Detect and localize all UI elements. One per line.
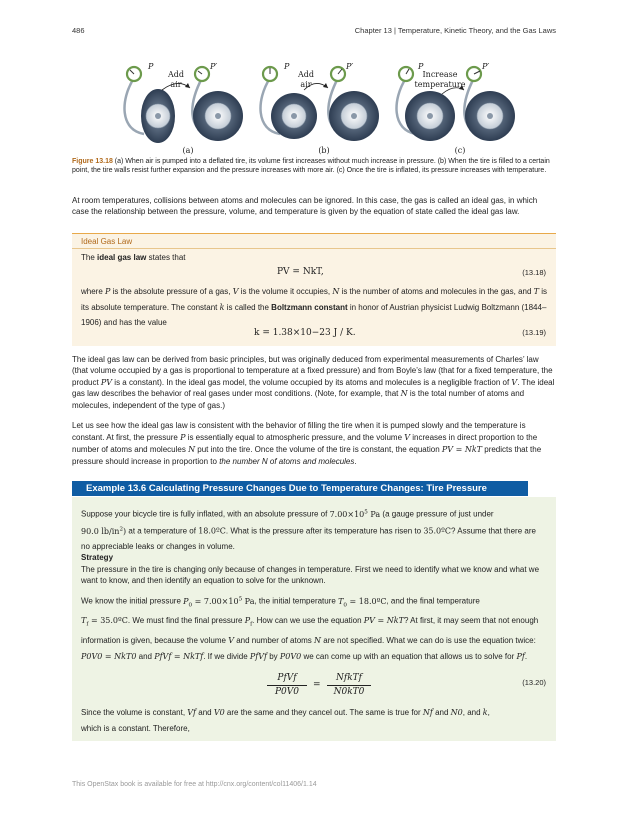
panel-label: (a) [182, 146, 194, 155]
gauge-label: P′ [482, 62, 490, 71]
example-conclusion: Since the volume is constant, Vf and V0 are the same and they cancel out. The same is true for Nf and N0, and k, which is a constant. Therefore, [81, 708, 490, 733]
equation-number: (13.20) [522, 678, 546, 687]
box-definition: where P is the absolute pressure of a gas, V is the volume it occupies, N is the number of atoms and molecules in the gas, and T is its absolute temperature. The constant k is called the Boltzmann constant in honor of Austrian physicist Ludwig Boltzmann (1844–1906) and has the value [81, 287, 547, 327]
gauge-label: P [418, 62, 424, 71]
action-label: Increase [422, 70, 458, 79]
strategy-text: The pressure in the tire is changing only because of changes in temperature. First we need to identify what we know and what we want to know, and then identify an equation to solve for the unknown. [81, 565, 540, 585]
equation-13-19: k = 1.38×10−23 J / K. [254, 328, 356, 338]
panel-label: (b) [318, 146, 330, 155]
box-title: Ideal Gas Law [81, 237, 133, 246]
footer-note: This OpenStax book is available for free at http://cnx.org/content/col11406/1.14 [72, 781, 317, 788]
page-number: 486 [72, 26, 85, 35]
action-label: Add [167, 70, 185, 79]
box-intro: The ideal gas law states that [81, 253, 186, 262]
gauge-label: P′ [346, 62, 354, 71]
action-label: temperature [414, 80, 466, 89]
action-label: air [170, 80, 182, 89]
example-box: Suppose your bicycle tire is fully inflated, with an absolute pressure of $7.00\times 10^5$ Pa (a gauge pressure of just under 90.0 $lb/in^2$) at a temperature of 18.0ºC. What is the pressure after its temperature has risen to 35.0ºC? Assume that there are no appreciable leaks or changes in volume. Strategy The pressure in the tire is changing only because of changes in temperature. First we need to identify what we know and what we want to know, and then identify an equation to solve for the unknown. We know the initial pressure $P_0 = 7.00\times 10^5$ Pa, the initial temperature $T_0$ = 18.0ºC, and the final temperature $T_f$ = 35.0ºC. We must find the final pressure $P_f$. How can we use the equation PV = NkT? At first, it may seem that not enough information is given, because the volume V and number of atoms N are not specified. What we can do is use the equation twice: P0V0 = NkT0 and PfVf = NkTf. If we divide PfVf by P0V0 we can come up with an equation that allows us to solve for Pf. PfVf P0V0 = NfkTf N0kT0 (13.20) Since the volume is constant, Vf and V0 are the same and they cancel out. The same is true for Nf and N0, and k, which is a constant. Therefore, [72, 497, 556, 741]
gauge-label: P′ [210, 62, 218, 71]
action-label: Add [297, 70, 315, 79]
chapter-header: Chapter 13 | Temperature, Kinetic Theory, and the Gas Laws [354, 26, 556, 35]
figure-caption: Figure 13.18 (a) When air is pumped into a deflated tire, its volume first increases without much increase in pressure. (b) When the tire is filled to a certain point, the tire walls resist further expansion and the pressure increases with more air. (c) Once the tire is inflated, its pressure increases with temperature. [72, 158, 550, 174]
gauge-label: P [148, 62, 154, 71]
example-title: Example 13.6 Calculating Pressure Changes Due to Temperature Changes: Tire Pressure [72, 481, 528, 496]
example-title-bar [72, 481, 556, 496]
equation-number: (13.19) [522, 328, 546, 337]
equation-13-18: PV = NkT, [277, 267, 324, 277]
gauge-label: P [284, 62, 290, 71]
strategy-heading: Strategy [81, 553, 114, 562]
caption-label: Figure 13.18 [72, 158, 113, 165]
example-known-values: We know the initial pressure $P_0 = 7.00\times 10^5$ Pa, the initial temperature $T_0$ = 18.0ºC, and the final temperature $T_f$ = 35.0ºC. We must find the final pressure $P_f$. How can we use the equation PV = NkT? At first, it may seem that not enough information is given, because the volume V and number of atoms N are not specified. What we can do is use the equation twice: P0V0 = NkT0 and PfVf = NkTf. If we divide PfVf by P0V0 we can come up with an equation that allows us to solve for Pf. [81, 596, 539, 661]
equation-number: (13.18) [522, 268, 546, 277]
example-problem: Suppose your bicycle tire is fully inflated, with an absolute pressure of $7.00\times 10^5$ Pa (a gauge pressure of just under 90.0 $lb/in^2$) at a temperature of 18.0ºC. What is the pressure after its temperature has risen to 35.0ºC? Assume that there are no appreciable leaks or changes in volume. [81, 509, 536, 552]
paragraph-tire-filling: Let us see how the ideal gas law is consistent with the behavior of filling the tire when it is pumped slowly and the temperature is constant. At first, the pressure P is essentially equal to atmospheric pressure, and the volume V increases in direct proportion to the number of atoms and molecules N put into the tire. Once the volume of the tire is constant, the equation PV = NkT predicts that the pressure should increase in proportion to the number N of atoms and molecules. [72, 421, 542, 466]
panel-b [261, 67, 379, 141]
panel-label: (c) [454, 146, 466, 155]
intro-paragraph: At room temperatures, collisions between atoms and molecules can be ignored. In this case, the gas is called an ideal gas, in which case the relationship between the pressure, volume, and temperature is given by the equation of state called the ideal gas law. [72, 196, 538, 217]
paragraph-derivation: The ideal gas law can be derived from basic principles, but was originally deduced from experimental measurements of Charles’ law (that volume occupied by a gas is proportional to temperature at a fixed pressure) and from Boyle’s law (that for a fixed temperature, the product PV is a constant). In the ideal gas model, the volume occupied by its atoms and molecules is a negligible fraction of V. The ideal gas law describes the behavior of real gases under most conditions. (Note, for example, that N is the total number of atoms and molecules, independent of the type of gas.) [72, 355, 555, 410]
tire-figure [118, 60, 518, 155]
ideal-gas-law-box [72, 233, 556, 346]
action-label: air [300, 80, 312, 89]
